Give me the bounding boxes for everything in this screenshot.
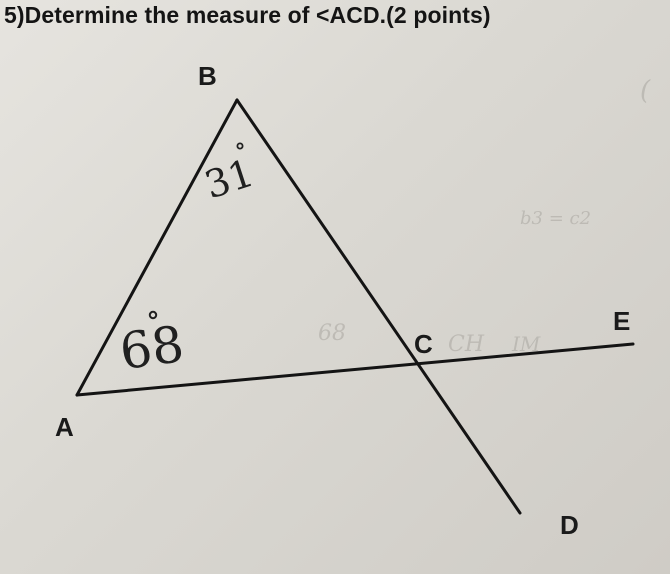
faint-mark-1: 68 <box>318 321 346 346</box>
point-label-d: D <box>560 510 579 540</box>
line-bcd <box>237 100 520 513</box>
point-label-b: B <box>198 61 217 91</box>
degree-mark-b <box>237 143 242 148</box>
point-label-a: A <box>55 412 74 442</box>
faint-mark-3: IM <box>512 332 541 356</box>
faint-mark-2: CH <box>448 332 485 357</box>
point-label-c: C <box>414 329 433 359</box>
point-label-e: E <box>613 306 631 336</box>
faint-mark-4: b3 = c2 <box>520 208 592 229</box>
angle-label-a: 68 <box>116 314 188 382</box>
faint-mark-5: ( <box>640 76 651 106</box>
question-text: 5)Determine the measure of <ACD.(2 points) <box>4 2 491 28</box>
angle-label-b: 31 <box>199 150 259 208</box>
